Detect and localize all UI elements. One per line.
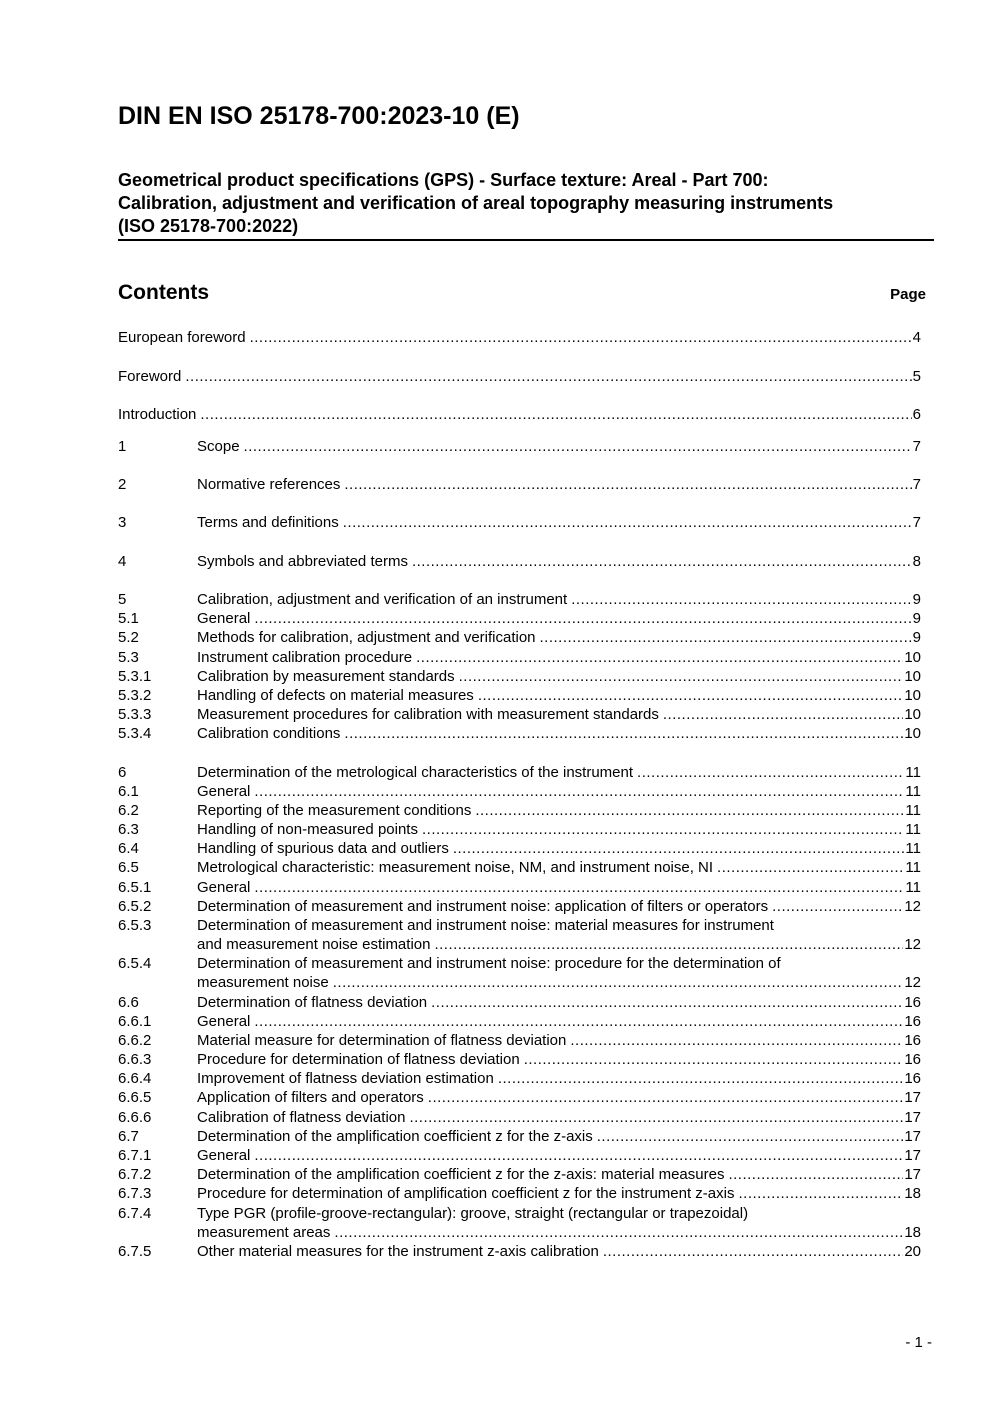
toc-entry-page[interactable]: 10 [904,706,921,723]
toc-entry[interactable] [118,1184,921,1203]
toc-entry-title[interactable]: Instrument calibration procedure [197,649,413,666]
toc-entry[interactable] [118,437,921,456]
toc-entry-page[interactable]: 7 [912,438,921,455]
dot-leader [571,590,911,609]
dot-leader [254,609,911,628]
toc-entry[interactable] [118,609,921,628]
dot-leader [250,328,912,347]
toc-entry-page[interactable]: 7 [912,476,921,493]
toc-entry-page[interactable]: 10 [904,668,921,685]
toc-entry-title[interactable]: Introduction [118,406,197,423]
toc-entry-page[interactable]: 12 [904,974,921,991]
toc-entry-page[interactable]: 11 [905,802,921,819]
toc-entry-page[interactable]: 20 [904,1243,921,1260]
dot-leader [244,437,912,456]
toc-entry-page[interactable]: 9 [912,610,921,627]
toc-entry-title[interactable]: Calibration conditions [197,725,341,742]
dot-leader [412,552,912,571]
toc-entry-title[interactable]: General [197,783,251,800]
dot-leader [663,705,903,724]
toc-entry-number: 6.5.3 [118,917,152,934]
toc-entry-title[interactable]: General [197,879,251,896]
toc-entry-title[interactable]: Calibration of flatness deviation [197,1109,406,1126]
toc-entry-page[interactable]: 10 [904,725,921,742]
toc-entry-title[interactable]: Determination of the amplification coefficient z for the z-axis: material measures [197,1166,725,1183]
subtitle-line: Geometrical product specifications (GPS) - Surface texture: Areal - Part 700: [118,170,769,190]
dot-leader [524,1050,904,1069]
toc-entry-page[interactable]: 16 [904,1070,921,1087]
dot-leader [738,1184,903,1203]
toc-entry[interactable] [118,628,921,647]
toc-entry-number: 6.6 [118,994,139,1011]
toc-entry[interactable] [118,405,921,424]
toc-entry-title[interactable]: Calibration by measurement standards [197,668,455,685]
toc-entry-number: 6.6.3 [118,1051,152,1068]
toc-entry-number: 6.6.4 [118,1070,152,1087]
toc-entry-page[interactable]: 6 [912,406,921,423]
toc-entry-title[interactable]: Determination of measurement and instrument noise: material measures for instrument [197,917,774,934]
toc-entry[interactable] [118,878,921,897]
toc-entry-title[interactable]: Procedure for determination of amplification coefficient z for the instrument z-axis [197,1185,735,1202]
toc-entry-page[interactable]: 11 [905,764,921,781]
title-divider [118,239,934,241]
dot-leader [475,801,904,820]
toc-entry[interactable] [118,648,921,667]
toc-entry-number: 6.7.1 [118,1147,152,1164]
toc-entry-number: 6.5.4 [118,955,152,972]
toc-entry-page[interactable]: 11 [905,879,921,896]
toc-entry-title[interactable]: measurement areas [197,1224,331,1241]
toc-entry[interactable] [118,1012,921,1031]
toc-entry-number: 6.5.2 [118,898,152,915]
dot-leader [459,667,904,686]
toc-entry-title[interactable]: Material measure for determination of flatness deviation [197,1032,567,1049]
toc-entry-title[interactable]: Improvement of flatness deviation estimation [197,1070,494,1087]
toc-entry-page[interactable]: 9 [912,591,921,608]
dot-leader [343,513,912,532]
toc-entry-page[interactable]: 8 [912,553,921,570]
toc-entry[interactable] [118,858,921,877]
toc-entry-page[interactable]: 18 [904,1185,921,1202]
toc-entry-page[interactable]: 17 [904,1109,921,1126]
toc-entry-page[interactable]: 12 [904,936,921,953]
toc-entry[interactable] [118,1242,921,1261]
toc-entry-page[interactable]: 16 [904,1051,921,1068]
toc-entry-number: 5.3.4 [118,725,152,742]
toc-entry-page[interactable]: 16 [904,994,921,1011]
toc-entry-title[interactable]: Symbols and abbreviated terms [197,553,408,570]
toc-entry[interactable] [118,782,921,801]
toc-entry-number: 6.5.1 [118,879,152,896]
dot-leader [428,1088,904,1107]
toc-entry-title[interactable]: Measurement procedures for calibration with measurement standards [197,706,659,723]
toc-entry[interactable] [118,475,921,494]
toc-entry-page[interactable]: 12 [904,898,921,915]
dot-leader [254,782,904,801]
toc-entry-title[interactable]: General [197,610,251,627]
toc-entry-page[interactable]: 16 [904,1013,921,1030]
dot-leader [344,475,911,494]
toc-entry[interactable] [118,667,921,686]
toc-entry-number: 6.7 [118,1128,139,1145]
toc-entry-first-line [118,1204,921,1223]
toc-entry-title[interactable]: Reporting of the measurement conditions [197,802,472,819]
dot-leader [409,1108,903,1127]
toc-entry-title[interactable]: measurement noise [197,974,329,991]
toc-entry-title[interactable]: and measurement noise estimation [197,936,431,953]
toc-entry-title[interactable]: Methods for calibration, adjustment and verification [197,629,536,646]
toc-entry-first-line [118,916,921,935]
toc-entry[interactable] [118,820,921,839]
toc-entry-title[interactable]: Determination of flatness deviation [197,994,428,1011]
toc-entry-title[interactable]: Determination of the metrological characteristics of the instrument [197,764,634,781]
dot-leader [728,1165,903,1184]
toc-entry-title[interactable]: Metrological characteristic: measurement noise, NM, and instrument noise, NI [197,859,714,876]
dot-leader [254,1146,903,1165]
toc-entry-number: 5.3 [118,649,139,666]
dot-leader [344,724,903,743]
dot-leader [254,1012,903,1031]
document-subtitle [118,169,933,238]
toc-entry-number: 6.7.4 [118,1205,152,1222]
toc-entry-title[interactable]: Handling of spurious data and outliers [197,840,449,857]
subtitle-line: (ISO 25178-700:2022) [118,216,299,236]
toc-entry[interactable] [118,1223,921,1242]
toc-entry[interactable] [118,801,921,820]
dot-leader [453,839,905,858]
toc-entry-number: 2 [118,476,127,493]
toc-entry-title[interactable]: Determination of measurement and instrument noise: application of filters or operators [197,898,769,915]
toc-entry-number: 4 [118,553,127,570]
toc-entry[interactable] [118,686,921,705]
subtitle-line: Calibration, adjustment and verification of areal topography measuring instruments [118,193,834,213]
toc-entry-title[interactable]: Determination of measurement and instrument noise: procedure for the determination of [197,955,781,972]
toc-entry-number: 3 [118,514,127,531]
toc-entry-page[interactable]: 11 [905,840,921,857]
toc-entry-number: 5.3.1 [118,668,152,685]
toc-entry-title[interactable]: Application of filters and operators [197,1089,424,1106]
toc-entry[interactable] [118,1069,921,1088]
toc-entry-page[interactable]: 11 [905,821,921,838]
toc-entry-number: 5.3.3 [118,706,152,723]
toc-entry-number: 5.2 [118,629,139,646]
dot-leader [597,1127,904,1146]
toc-entry-title[interactable]: European foreword [118,329,246,346]
dot-leader [498,1069,903,1088]
dot-leader [570,1031,903,1050]
dot-leader [540,628,912,647]
toc-entry-title[interactable]: Handling of defects on material measures [197,687,474,704]
toc-entry-number: 6.7.3 [118,1185,152,1202]
page-column-label: Page [890,286,926,303]
toc-entry-number: 6.4 [118,840,139,857]
toc-entry-title[interactable]: General [197,1147,251,1164]
toc-entry[interactable] [118,367,921,386]
toc-entry-title[interactable]: Procedure for determination of flatness deviation [197,1051,520,1068]
dot-leader [416,648,903,667]
toc-entry-page[interactable]: 17 [904,1147,921,1164]
dot-leader [434,935,903,954]
toc-entry-title[interactable]: Foreword [118,368,182,385]
dot-leader [717,858,904,877]
document-title: DIN EN ISO 25178-700:2023-10 (E) [118,102,520,130]
toc-entry-number: 6.6.1 [118,1013,152,1030]
toc-entry[interactable] [118,973,921,992]
toc-entry[interactable] [118,1088,921,1107]
toc-entry[interactable] [118,763,921,782]
toc-entry-first-line [118,954,921,973]
dot-leader [333,973,904,992]
toc-entry-page[interactable]: 17 [904,1166,921,1183]
contents-heading: Contents [118,281,209,304]
toc-entry[interactable] [118,328,921,347]
toc-entry-title[interactable]: Determination of the amplification coefficient z for the z-axis [197,1128,593,1145]
toc-entry-page[interactable]: 9 [912,629,921,646]
toc-entry[interactable] [118,993,921,1012]
toc-entry-number: 6.1 [118,783,139,800]
toc-entry-page[interactable]: 18 [904,1224,921,1241]
toc-entry-number: 6.7.2 [118,1166,152,1183]
toc-entry[interactable] [118,513,921,532]
toc-entry-title[interactable]: Handling of non-measured points [197,821,418,838]
toc-entry-number: 6.6.2 [118,1032,152,1049]
toc-entry[interactable] [118,935,921,954]
toc-entry-page[interactable]: 11 [905,783,921,800]
toc-entry-number: 6.6.6 [118,1109,152,1126]
toc-entry-number: 6.6.5 [118,1089,152,1106]
toc-entry-number: 6.7.5 [118,1243,152,1260]
toc-entry[interactable] [118,1108,921,1127]
toc-entry[interactable] [118,705,921,724]
toc-entry-number: 5 [118,591,127,608]
dot-leader [772,897,903,916]
toc-entry[interactable] [118,724,921,743]
toc-entry[interactable] [118,1127,921,1146]
toc-entry-number: 6 [118,764,127,781]
toc-entry[interactable] [118,590,921,609]
dot-leader [431,993,903,1012]
toc-entry-page[interactable]: 11 [905,859,921,876]
toc-entry[interactable] [118,839,921,858]
dot-leader [200,405,911,424]
toc-entry-title[interactable]: Other material measures for the instrument z-axis calibration [197,1243,599,1260]
toc-entry-page[interactable]: 17 [904,1089,921,1106]
toc-entry[interactable] [118,1050,921,1069]
toc-entry-number: 6.2 [118,802,139,819]
toc-entry-number: 6.3 [118,821,139,838]
toc-entry[interactable] [118,1165,921,1184]
dot-leader [637,763,904,782]
toc-entry-title[interactable]: Calibration, adjustment and verification of an instrument [197,591,568,608]
toc-entry-page[interactable]: 4 [912,329,921,346]
page-number: - 1 - [905,1334,932,1351]
toc-entry-number: 5.3.2 [118,687,152,704]
toc-entry[interactable] [118,1146,921,1165]
dot-leader [185,367,911,386]
toc-entry[interactable] [118,552,921,571]
dot-leader [422,820,904,839]
toc-entry-page[interactable]: 10 [904,687,921,704]
toc-entry-number: 6.5 [118,859,139,876]
dot-leader [334,1223,903,1242]
toc-entry-title[interactable]: General [197,1013,251,1030]
toc-entry-page[interactable]: 7 [912,514,921,531]
toc-entry-page[interactable]: 10 [904,649,921,666]
toc-entry[interactable] [118,1031,921,1050]
toc-entry-title[interactable]: Type PGR (profile-groove-rectangular): groove, straight (rectangular or trapezoidal) [197,1205,749,1222]
toc-entry-title[interactable]: Scope [197,438,240,455]
dot-leader [603,1242,903,1261]
toc-entry-page[interactable]: 5 [912,368,921,385]
dot-leader [254,878,904,897]
toc-entry-number: 1 [118,438,127,455]
dot-leader [478,686,904,705]
toc-entry-title[interactable]: Normative references [197,476,341,493]
toc-entry-number: 5.1 [118,610,139,627]
toc-entry-page[interactable]: 17 [904,1128,921,1145]
toc-entry-page[interactable]: 16 [904,1032,921,1049]
toc-entry-title[interactable]: Terms and definitions [197,514,339,531]
toc-entry[interactable] [118,897,921,916]
